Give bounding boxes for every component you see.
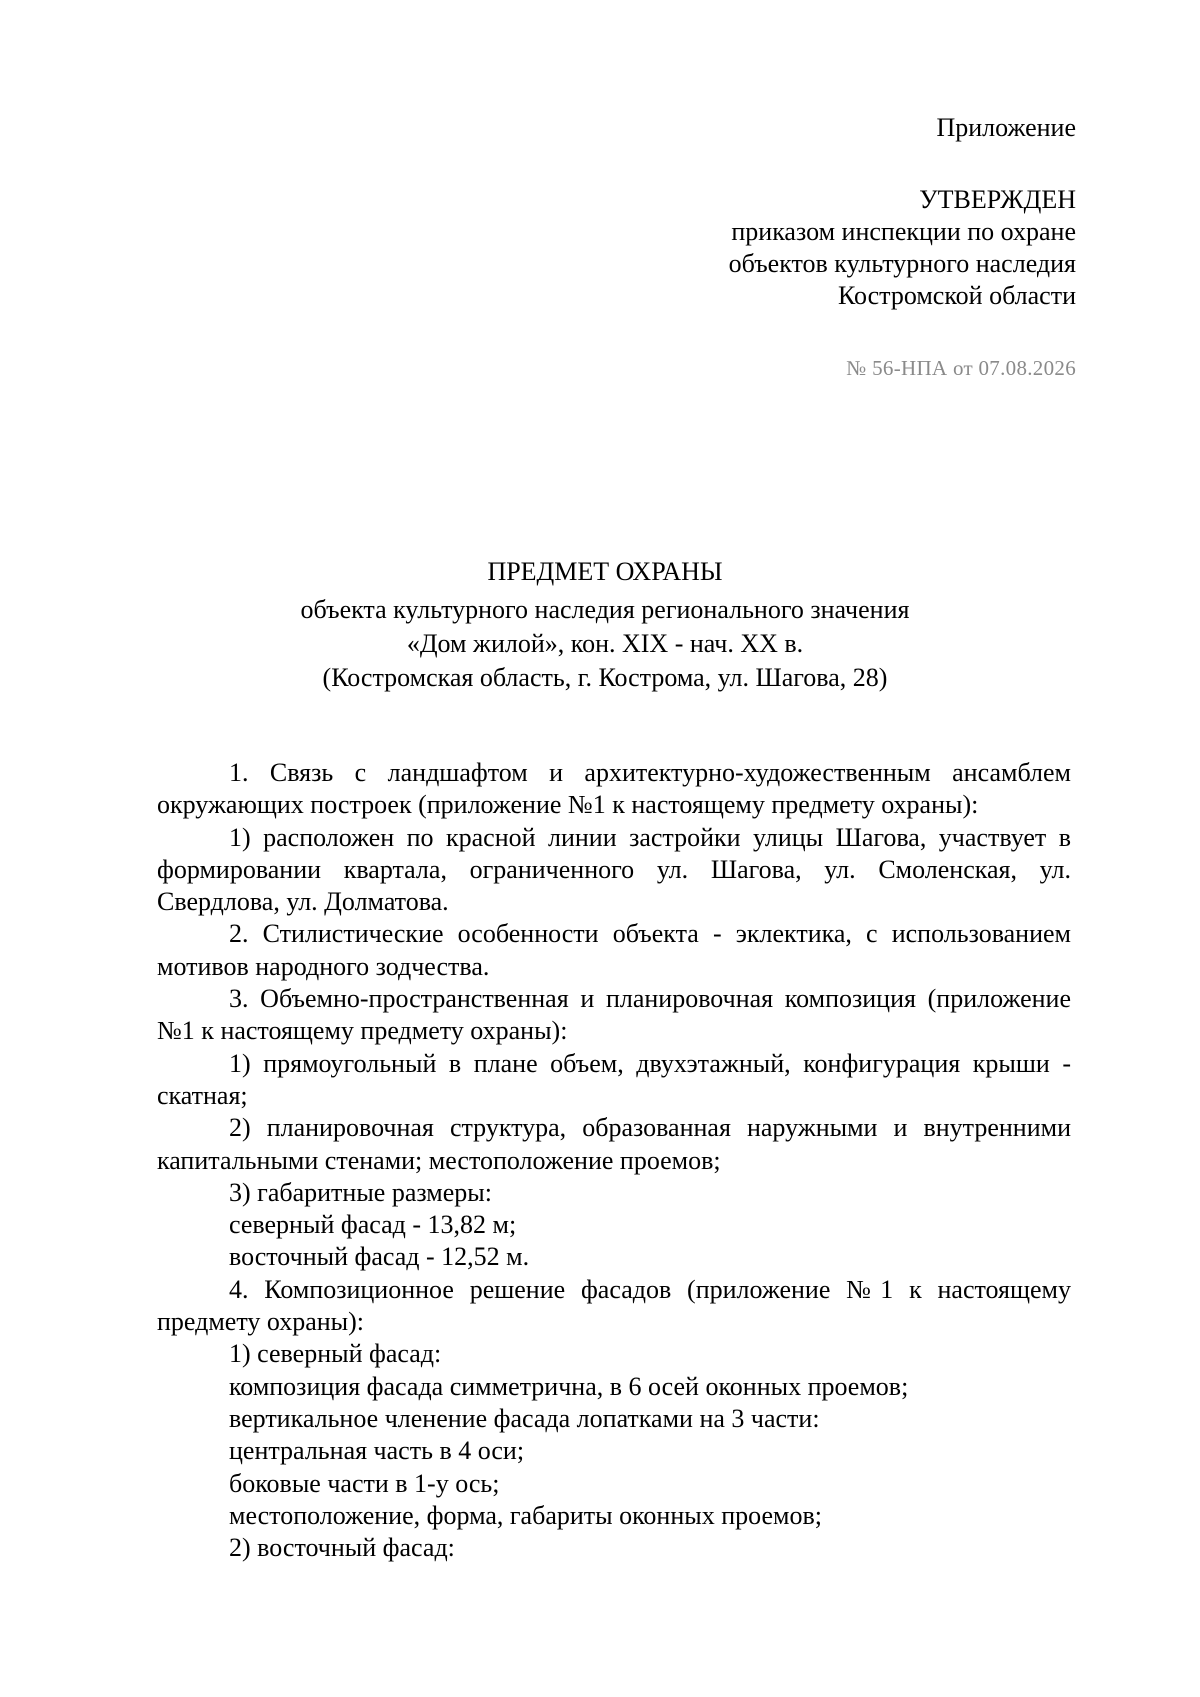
- body-paragraph: композиция фасада симметрична, в 6 осей оконных проемов;: [229, 1371, 909, 1401]
- registration-number: № 56-НПА от 07.08.2026: [846, 356, 1076, 380]
- body-paragraph: вертикальное членение фасада лопатками на 3 части:: [229, 1403, 820, 1433]
- body-paragraph: центральная часть в 4 оси;: [229, 1436, 525, 1466]
- document-body: [157, 757, 1071, 1564]
- body-paragraph: восточный фасад - 12,52 м.: [229, 1242, 530, 1272]
- approval-block: [376, 112, 1076, 384]
- body-paragraph: 2. Стилистические особенности объекта - эклектика, с использованием мотивов народного зодчества.: [157, 919, 1071, 981]
- body-paragraph: 4. Композиционное решение фасадов (приложение №1 к настоящему предмету охраны):: [157, 1274, 1071, 1337]
- document-title: ПРЕДМЕТ ОХРАНЫ: [487, 557, 723, 586]
- approved-line: Костромской области: [837, 281, 1076, 310]
- body-paragraph: 1) северный фасад:: [229, 1339, 442, 1369]
- body-paragraph: 3) габаритные размеры:: [229, 1177, 492, 1207]
- body-paragraph: северный фасад - 13,82 м;: [229, 1210, 517, 1240]
- body-paragraph: 1. Связь с ландшафтом и архитектурно-художественным ансамблем окружающих построек (приложение №1 к настоящему предмету охраны):: [157, 758, 1071, 820]
- document-title-block: [140, 555, 1070, 695]
- approved-label: УТВЕРЖДЕН: [919, 185, 1076, 214]
- body-paragraph: 2) планировочная структура, образованная наружными и внутренними капитальными стенами; местоположение проемов;: [157, 1113, 1071, 1175]
- body-paragraph: местоположение, форма, габариты оконных проемов;: [229, 1500, 822, 1530]
- body-paragraph: 2) восточный фасад:: [229, 1533, 455, 1563]
- body-paragraph: 3. Объемно-пространственная и планировочная композиция (приложение №1 к настоящему предмету охраны):: [157, 984, 1071, 1046]
- approved-line: приказом инспекции по охране: [731, 217, 1076, 246]
- title-line: «Дом жилой», кон. XIX - нач. XX в.: [406, 629, 804, 658]
- body-paragraph: боковые части в 1-у ось;: [229, 1468, 500, 1498]
- body-paragraph: 1) расположен по красной линии застройки улицы Шагова, участвует в формировании квартала, ограниченного ул. Шагова, ул. Смоленская, ул. Свердлова, ул. Долматова.: [157, 822, 1071, 917]
- title-line: (Костромская область, г. Кострома, ул. Шагова, 28): [322, 663, 888, 692]
- approved-line: объектов культурного наследия: [728, 249, 1076, 278]
- body-paragraph: 1) прямоугольный в плане объем, двухэтажный, конфигурация крыши - скатная;: [157, 1048, 1071, 1110]
- title-line: объекта культурного наследия регионального значения: [300, 595, 910, 624]
- appendix-label: Приложение: [936, 113, 1076, 142]
